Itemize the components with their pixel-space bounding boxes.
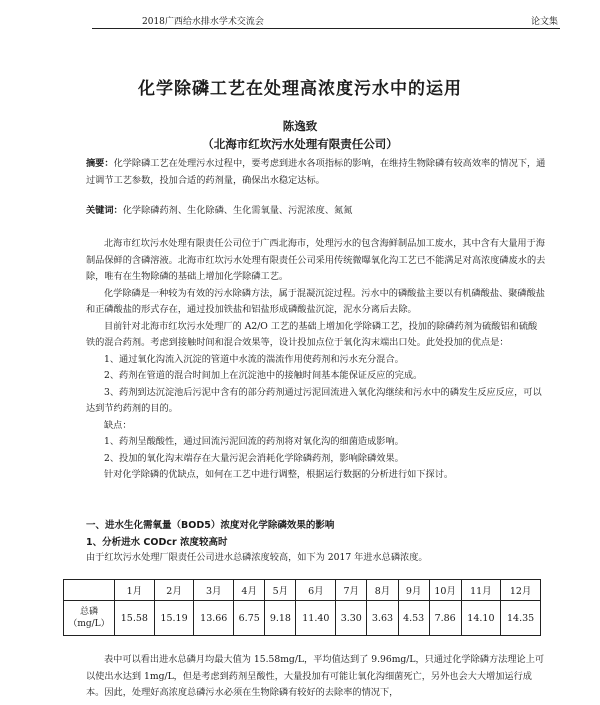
section-heading: 一、进水生化需氧量（BOD5）浓度对化学除磷效果的影响 [86, 520, 335, 531]
value-cell: 15.58 [115, 601, 155, 636]
abstract [86, 156, 546, 189]
collection-label: 论文集 [530, 17, 558, 27]
author-affiliation: （北海市红坎污水处理有限责任公司） [202, 137, 398, 151]
conference-name: 2018广西给水排水学术交流会 [142, 17, 264, 27]
month-header: 9月 [398, 580, 429, 601]
paper-title: 化学除磷工艺在处理高浓度污水中的运用 [138, 79, 462, 99]
value-cell: 11.40 [296, 601, 336, 636]
value-cell: 9.18 [265, 601, 296, 636]
month-header: 4月 [234, 580, 265, 601]
author-name: 陈逸致 [282, 119, 318, 133]
body-paragraph: 1、药剂呈酸酸性，通过回流污泥回流的药剂将对氧化沟的细菌造成影响。 [104, 436, 404, 447]
body-paragraph: 针对化学除磷的优缺点，如何在工艺中进行调整，根据运行数据的分析进行如下探讨。 [104, 469, 454, 480]
value-cell: 6.75 [234, 601, 265, 636]
body-paragraph: 化学除磷是一种较为有效的污水除磷方法，属于混凝沉淀过程。污水中的磷酸盐主要以有机磷酸盐、聚磷酸盐和正磷酸盐的形式存在，通过投加铁盐和铝盐形成磷酸盐沉淀，泥水分离后去除。 [86, 287, 545, 315]
month-header: 1月 [115, 580, 155, 601]
body-paragraph: 表中可以看出进水总磷月均最大值为 15.58mg/L，平均值达到了 9.96mg/L，只通过化学除磷方法理论上可以使出水达到 1mg/L，但是考虑到药剂呈酸性，大量投加有可能让氧化沟细菌死亡，另外也会大大增加运行成本。因此，处理好高浓度总磷污水必须在生物除磷有较好的去除率的情况下， [86, 654, 545, 698]
body-text [86, 236, 546, 484]
abstract-label: 摘要： [86, 158, 114, 169]
month-header: 3月 [194, 580, 234, 601]
body-paragraph: 目前针对北海市红坎污水处理厂的 A2/O 工艺的基础上增加化学除磷工艺，投加的除磷药剂为硫酸铝和硫酸铁的混合药剂。考虑到接触时间和混合效果等，设计投加点位于氧化沟末端出口处。此处投加的优点是： [86, 320, 538, 348]
month-header: 12月 [501, 580, 541, 601]
value-cell: 7.86 [429, 601, 461, 636]
body-paragraph: 1、通过氧化沟流入沉淀的管道中水流的湍流作用使药剂和污水充分混合。 [104, 353, 404, 365]
month-header: 8月 [367, 580, 398, 601]
body-paragraph: 缺点： [104, 419, 132, 431]
subsection-heading: 1、分析进水 CODcr 浓度较高时 [86, 537, 228, 548]
month-header: 5月 [265, 580, 296, 601]
table-header-row [64, 580, 541, 601]
keywords [86, 203, 546, 220]
body-paragraph: 北海市红坎污水处理有限责任公司位于广西北海市，处理污水的包含海鲜制品加工废水，其中含有大量用于海制品保鲜的含磷溶液。北海市红坎污水处理有限责任公司采用传统微曝氧化沟工艺已不能满足对高浓度磷废水的去除，唯有在生物除磷的基础上增加化学除磷工艺。 [86, 238, 546, 282]
row-label: 总磷（mg/L） [64, 601, 115, 636]
table-value-row [64, 601, 541, 636]
value-cell: 3.30 [336, 601, 367, 636]
value-cell: 13.66 [194, 601, 234, 636]
keywords-label: 关键词： [86, 205, 123, 216]
value-cell: 15.19 [154, 601, 194, 636]
body-paragraph: 2、投加的氧化沟末端存在大量污泥会消耗化学除磷药剂，影响除磷效果。 [104, 452, 404, 464]
month-header: 7月 [336, 580, 367, 601]
page-header [92, 12, 560, 30]
value-cell: 14.35 [501, 601, 541, 636]
body-paragraph: 2、药剂在管道的混合时间加上在沉淀池中的接触时间基本能保证反应的完成。 [104, 370, 423, 381]
value-cell: 14.10 [461, 601, 501, 636]
body-paragraph: 3、药剂到达沉淀池后污泥中含有的部分药剂通过污泥回流进入氧化沟继续和污水中的磷发生反应反应，可以达到节约药剂的目的。 [86, 386, 542, 414]
month-header: 6月 [296, 580, 336, 601]
month-header: 11月 [461, 580, 501, 601]
keywords-text: 化学除磷药剂、生化除磷、生化需氧量、污泥浓度、氮氮 [122, 205, 353, 216]
value-cell: 4.53 [398, 601, 429, 636]
footer-paragraph [86, 652, 546, 702]
header-rule [92, 28, 560, 29]
month-header: 2月 [154, 580, 194, 601]
phosphorus-table [63, 579, 541, 636]
abstract-text: 化学除磷工艺在处理污水过程中，要考虑到进水各项指标的影响，在维持生物除磷有较高效率的情况下，通过调节工艺参数，投加合适的药剂量，确保出水稳定达标。 [86, 158, 546, 186]
month-header: 10月 [429, 580, 461, 601]
value-cell: 3.63 [367, 601, 398, 636]
table-corner-cell [64, 580, 115, 601]
table-intro: 由于红坎污水处理厂限责任公司进水总磷浓度较高，如下为 2017 年进水总磷浓度。 [86, 552, 428, 563]
